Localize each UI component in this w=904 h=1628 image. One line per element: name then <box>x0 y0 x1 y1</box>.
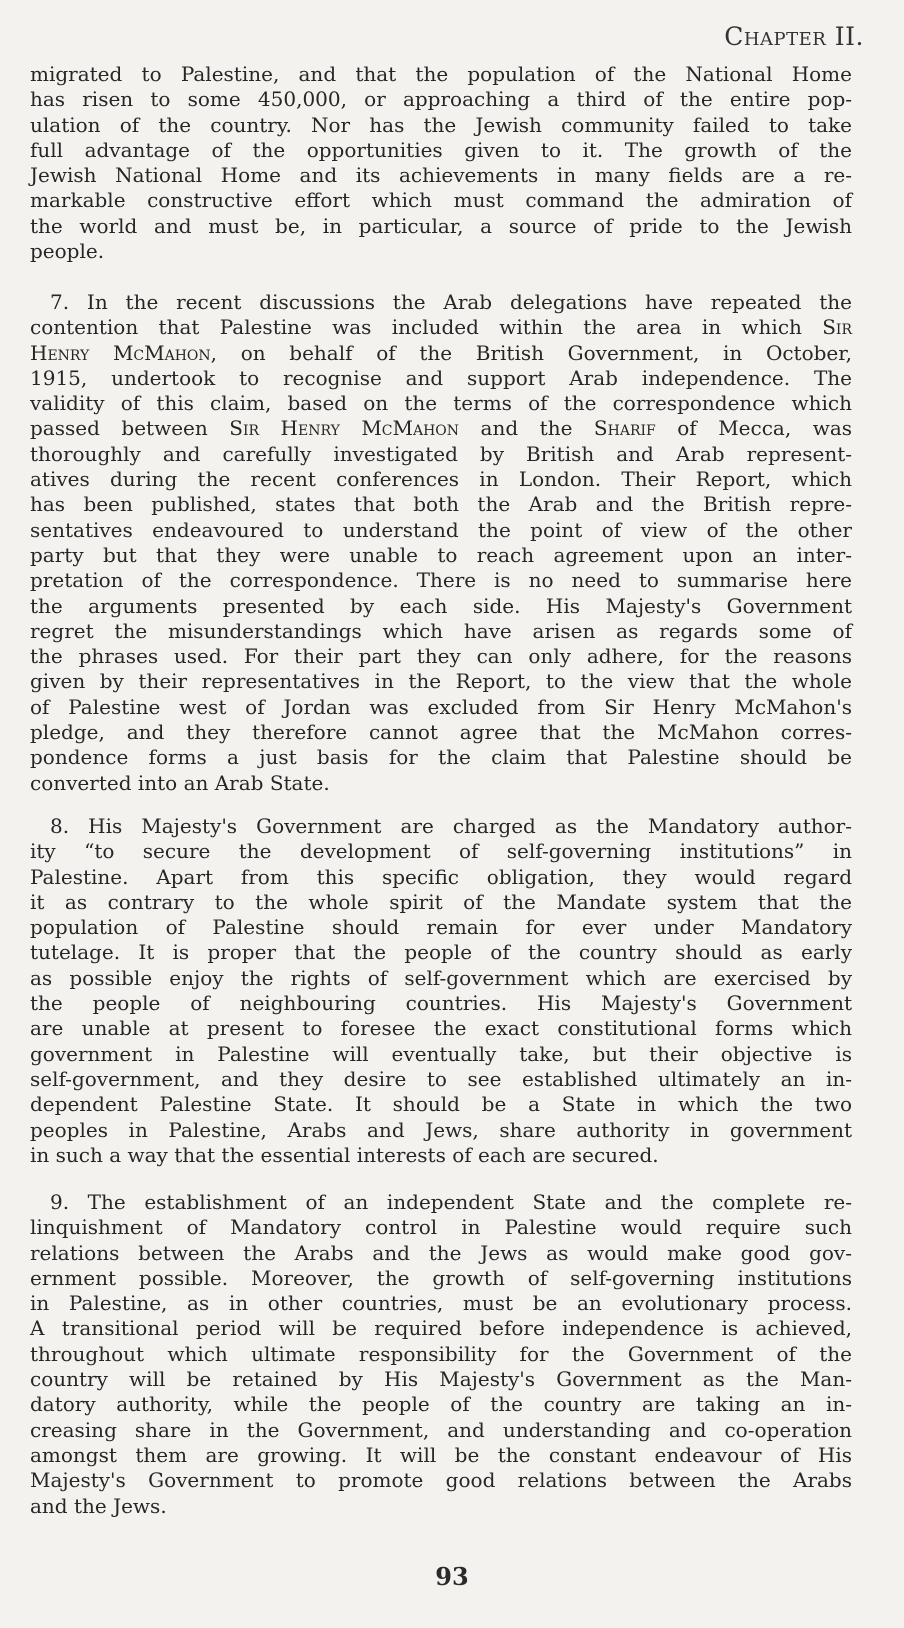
text-line <box>30 315 852 340</box>
text-line: 1915, undertook to recognise and support Arab independence. The <box>30 365 852 390</box>
small-caps-name: Sir <box>822 315 852 340</box>
text-segment: and the <box>459 416 594 441</box>
text-line: full advantage of the opportunities given to it. The growth of the <box>30 137 852 162</box>
text-line: in such a way that the essential interests of each are secured. <box>30 1142 659 1167</box>
small-caps-name: Henry McMahon <box>30 340 211 365</box>
text-line: throughout which ultimate responsibility for the Government of the <box>30 1341 852 1366</box>
text-line: has risen to some 450,000, or approaching a third of the entire pop- <box>30 87 852 112</box>
text-line: of Palestine west of Jordan was excluded from Sir Henry McMahon's <box>30 694 852 719</box>
text-line: ity “to secure the development of self-governing institutions” in <box>30 839 852 864</box>
text-line: linquishment of Mandatory control in Palestine would require such <box>30 1215 852 1240</box>
text-line: government in Palestine will eventually take, but their objective is <box>30 1041 852 1066</box>
paragraph-6-continued <box>30 62 852 264</box>
text-segment: contention that Palestine was included within the area in which <box>30 315 823 340</box>
text-segment: of Mecca, was <box>655 416 852 441</box>
text-line: A transitional period will be required before independence is achieved, <box>30 1316 852 1341</box>
paragraph-7 <box>30 290 852 796</box>
text-line: datory authority, while the people of the country are taking an in- <box>30 1392 852 1417</box>
text-line: 9. The establishment of an independent State and the complete re- <box>50 1190 852 1214</box>
text-line: Palestine. Apart from this specific obligation, they would regard <box>30 864 852 889</box>
text-line: the arguments presented by each side. His Majesty's Government <box>30 593 852 618</box>
text-line: validity of this claim, based on the terms of the correspondence which <box>30 391 852 416</box>
paragraph-9 <box>30 1190 852 1519</box>
text-line: ulation of the country. Nor has the Jewish community failed to take <box>30 112 852 137</box>
text-line: has been published, states that both the Arab and the British repre- <box>30 492 852 517</box>
text-segment: passed between <box>30 416 230 441</box>
text-line: markable constructive effort which must command the admiration of <box>30 188 852 213</box>
text-line: 8. His Majesty's Government are charged as the Mandatory author- <box>50 814 852 838</box>
text-line: pretation of the correspondence. There is no need to summarise here <box>30 568 852 593</box>
text-line: it as contrary to the whole spirit of the Mandate system that the <box>30 889 852 914</box>
text-line <box>30 416 852 441</box>
text-line: dependent Palestine State. It should be a State in which the two <box>30 1092 852 1117</box>
text-line <box>30 341 852 366</box>
text-line: relations between the Arabs and the Jews as would make good gov- <box>30 1240 852 1265</box>
text-line: ernment possible. Moreover, the growth of self-governing institutions <box>30 1265 852 1290</box>
text-line: tutelage. It is proper that the people of the country should as early <box>30 940 852 965</box>
text-line: in Palestine, as in other countries, must be an evolutionary process. <box>30 1291 852 1316</box>
text-line: given by their representatives in the Report, to the view that the whole <box>30 669 852 694</box>
text-line: regret the misunderstandings which have arisen as regards some of <box>30 618 852 643</box>
text-line: population of Palestine should remain for ever under Mandatory <box>30 915 852 940</box>
text-line: pledge, and they therefore cannot agree that the McMahon corres- <box>30 720 852 745</box>
text-line: self-government, and they desire to see established ultimately an in- <box>30 1066 852 1091</box>
text-line: the phrases used. For their part they can only adhere, for the reasons <box>30 644 852 669</box>
text-line: the people of neighbouring countries. His Majesty's Government <box>30 991 852 1016</box>
paragraph-8 <box>30 814 852 1168</box>
text-line: the world and must be, in particular, a source of pride to the Jewish <box>30 213 852 238</box>
page-number: 93 <box>435 1562 469 1591</box>
text-line: party but that they were unable to reach agreement upon an inter- <box>30 542 852 567</box>
text-line: sentatives endeavoured to understand the point of view of the other <box>30 517 852 542</box>
text-line: and the Jews. <box>30 1493 167 1518</box>
text-line: as possible enjoy the rights of self-government which are exercised by <box>30 965 852 990</box>
text-line: are unable at present to foresee the exact constitutional forms which <box>30 1016 852 1041</box>
text-line: peoples in Palestine, Arabs and Jews, share authority in government <box>30 1117 852 1142</box>
chapter-header: Chapter II. <box>724 22 864 51</box>
text-line: amongst them are growing. It will be the constant endeavour of His <box>30 1442 852 1467</box>
small-caps-name: Sir Henry McMahon <box>229 416 460 441</box>
text-line: thoroughly and carefully investigated by British and Arab represent- <box>30 441 852 466</box>
text-line: migrated to Palestine, and that the population of the National Home <box>30 62 852 86</box>
text-line: people. <box>30 239 105 264</box>
text-line: country will be retained by His Majesty's Government as the Man- <box>30 1367 852 1392</box>
text-line: Majesty's Government to promote good relations between the Arabs <box>30 1468 852 1493</box>
text-segment: , on behalf of the British Government, in October, <box>210 340 852 365</box>
text-line: creasing share in the Government, and understanding and co-operation <box>30 1417 852 1442</box>
text-line: Jewish National Home and its achievements in many fields are a re- <box>30 163 852 188</box>
text-line: converted into an Arab State. <box>30 770 330 795</box>
text-line: pondence forms a just basis for the claim that Palestine should be <box>30 745 852 770</box>
small-caps-name: Sharif <box>593 416 656 441</box>
text-line: 7. In the recent discussions the Arab delegations have repeated the <box>50 290 852 314</box>
text-line: atives during the recent conferences in London. Their Report, which <box>30 467 852 492</box>
